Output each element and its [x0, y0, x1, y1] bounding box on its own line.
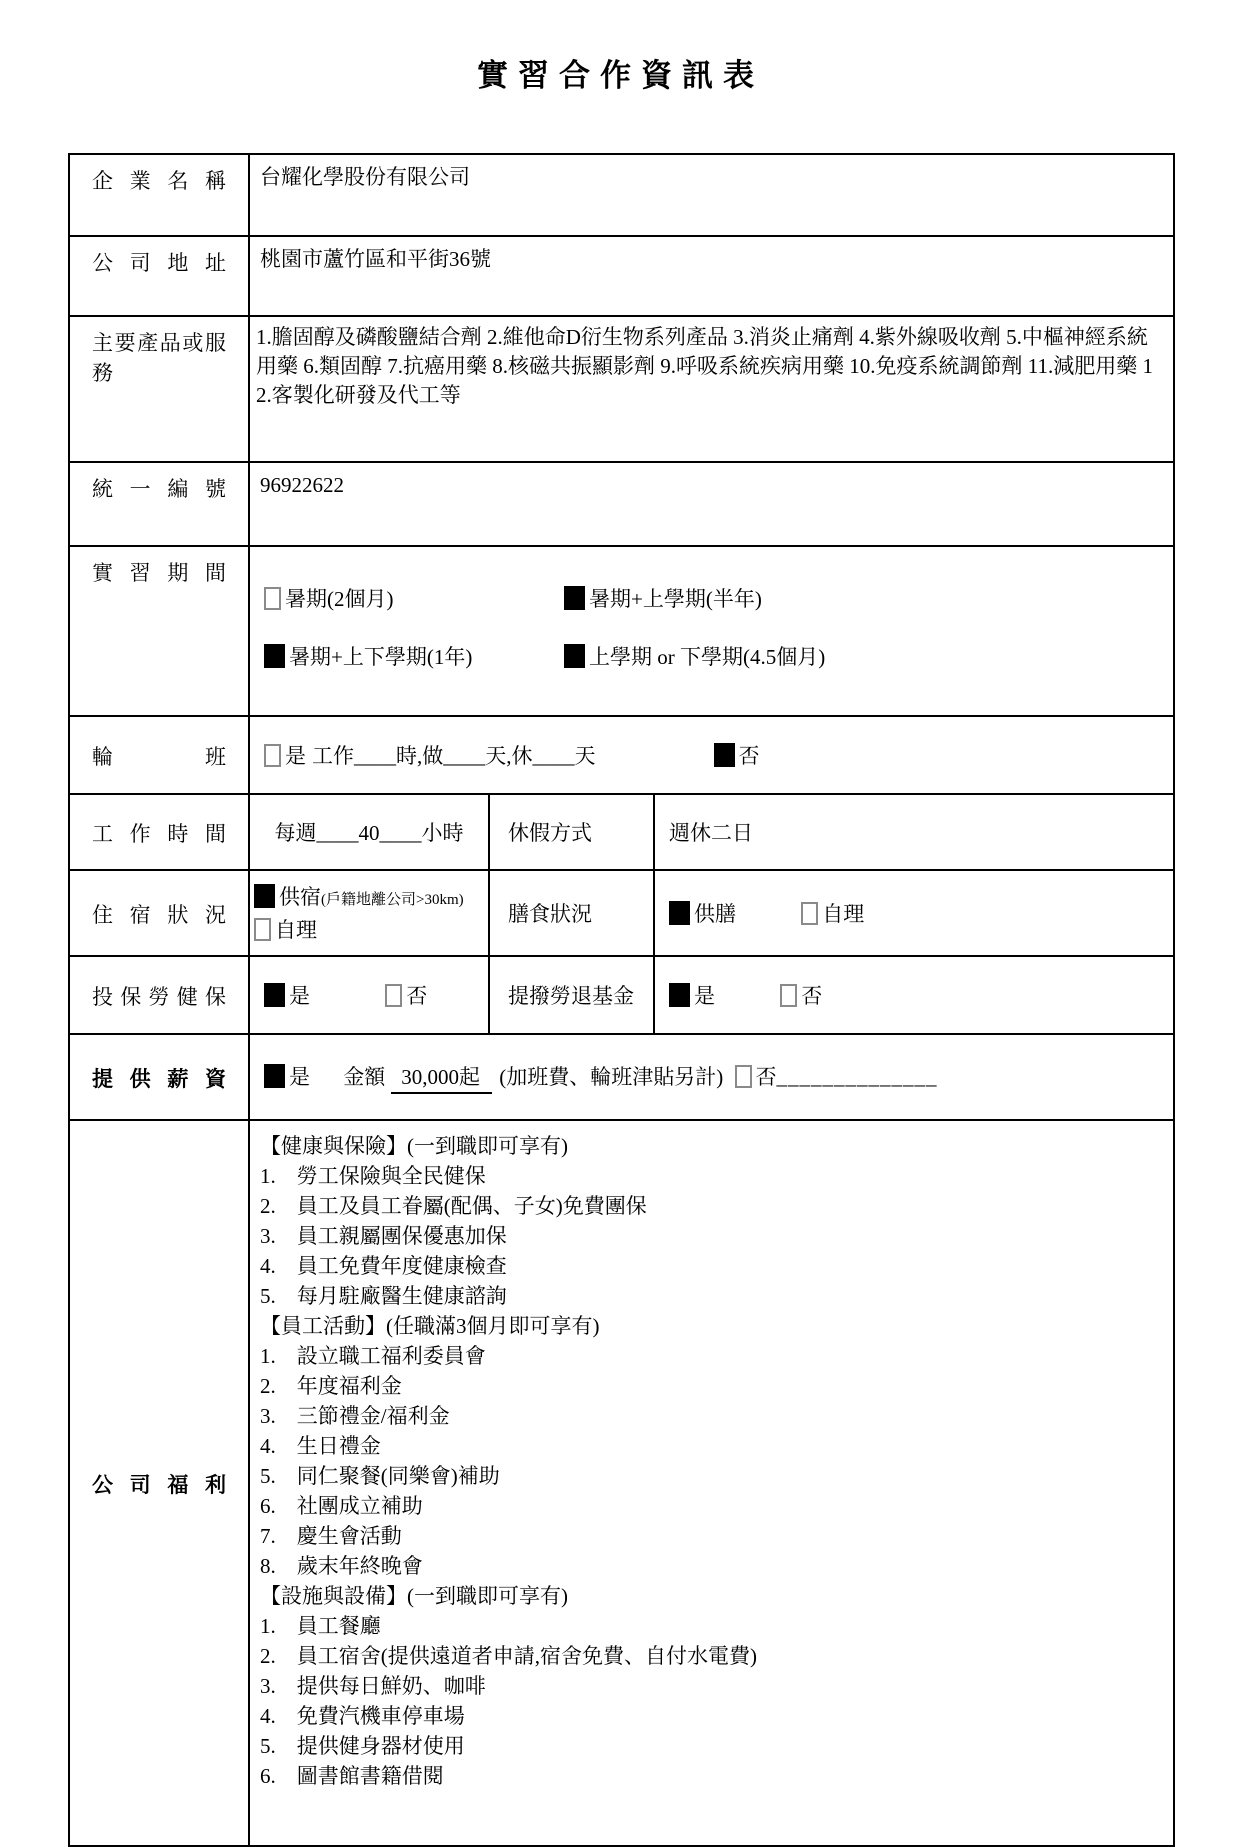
benefit-item: 1. 設立職工福利委員會 [260, 1344, 486, 1368]
benefit-item: 3. 提供每日鮮奶、咖啡 [260, 1674, 486, 1698]
benefit-item: 2. 員工宿舍(提供遠道者申請,宿舍免費、自付水電費) [260, 1644, 757, 1668]
benefits-label: 公司福利 [69, 1120, 249, 1846]
internship-info-table [68, 153, 1175, 1847]
benefit-item: 2. 員工及員工眷屬(配偶、子女)免費團保 [260, 1194, 647, 1218]
row-company-name [69, 154, 1174, 236]
internship-period-options [260, 555, 1163, 689]
internship-period-label: 實習期間 [69, 546, 249, 716]
company-address-label: 公司地址 [69, 236, 249, 316]
benefit-item: 2. 年度福利金 [260, 1374, 402, 1398]
shift-yes-checkbox[interactable] [264, 744, 281, 767]
housing-self-checkbox[interactable] [254, 918, 271, 941]
insurance-no-checkbox[interactable] [385, 984, 402, 1007]
company-name-label: 企業名稱 [69, 154, 249, 236]
benefit-item: 1. 勞工保險與全民健保 [260, 1164, 486, 1188]
salary-no-blank: ______________ [776, 1064, 938, 1089]
benefits-section-header: 【設施與設備】(一到職即可享有) [260, 1584, 568, 1608]
row-work-hours [69, 794, 1174, 870]
tax-id-label: 統一編號 [69, 462, 249, 546]
insurance-no-option: 否 [385, 984, 427, 1008]
vacation-type-value: 週休二日 [654, 794, 1174, 870]
pension-yes-option: 是 [669, 984, 715, 1008]
period-option-full-year-checkbox[interactable] [264, 644, 285, 668]
company-address-value: 桃園市蘆竹區和平街36號 [260, 247, 491, 271]
housing-provided-note: (戶籍地離公司>30km) [321, 891, 464, 908]
shift-options [260, 736, 1163, 774]
benefit-item: 8. 歲末年終晚會 [260, 1554, 423, 1578]
page-title: 實習合作資訊表 [477, 58, 764, 93]
row-shift [69, 716, 1174, 794]
benefits-section-header: 【員工活動】(任職滿3個月即可享有) [260, 1314, 600, 1338]
shift-no-checkbox[interactable] [714, 743, 735, 767]
period-option-summer-fall: 暑期+上學期(半年) [564, 583, 1163, 613]
benefit-item: 5. 同仁聚餐(同樂會)補助 [260, 1464, 500, 1488]
benefit-item: 3. 員工親屬團保優惠加保 [260, 1224, 507, 1248]
period-option-summer-checkbox[interactable] [264, 587, 281, 610]
row-main-products [69, 316, 1174, 462]
pension-label: 提撥勞退基金 [489, 956, 654, 1034]
period-option-summer-fall-checkbox[interactable] [564, 586, 585, 610]
row-tax-id [69, 462, 1174, 546]
salary-options [260, 1055, 1163, 1100]
insurance-yes-option: 是 [264, 984, 310, 1008]
meal-self-option: 自理 [801, 902, 864, 926]
benefit-item: 3. 三節禮金/福利金 [260, 1404, 450, 1428]
salary-amount-label: 金額 [343, 1064, 386, 1089]
pension-yes-checkbox[interactable] [669, 983, 690, 1007]
main-products-label: 主要產品或服務 [69, 316, 249, 462]
period-option-summer: 暑期(2個月) [264, 583, 564, 613]
housing-self-option: 自理 [254, 915, 484, 945]
benefit-item: 6. 社團成立補助 [260, 1494, 423, 1518]
work-hours-value: 每週____40____小時 [249, 794, 489, 870]
salary-amount-value: 30,000起 [391, 1061, 492, 1094]
housing-label: 住宿狀況 [69, 870, 249, 956]
benefit-item: 4. 免費汽機車停車場 [260, 1704, 465, 1728]
row-company-address [69, 236, 1174, 316]
pension-no-checkbox[interactable] [780, 984, 797, 1007]
period-option-semester: 上學期 or 下學期(4.5個月) [564, 641, 1163, 671]
row-housing [69, 870, 1174, 956]
benefit-item: 1. 員工餐廳 [260, 1614, 381, 1638]
housing-provided-checkbox[interactable] [254, 884, 275, 908]
salary-no-checkbox[interactable] [735, 1065, 752, 1088]
benefits-list [258, 1129, 1165, 1795]
shift-detail: 工作____時,做____天,休____天 [312, 744, 596, 768]
housing-provided-option: 供宿(戶籍地離公司>30km) [254, 882, 484, 915]
benefit-item: 4. 生日禮金 [260, 1434, 381, 1458]
shift-label: 輪班 [69, 716, 249, 794]
benefit-item: 5. 每月駐廠醫生健康諮詢 [260, 1284, 507, 1308]
row-insurance [69, 956, 1174, 1034]
insurance-yes-checkbox[interactable] [264, 983, 285, 1007]
salary-yes-checkbox[interactable] [264, 1064, 285, 1088]
insurance-label: 投保勞健保 [69, 956, 249, 1034]
benefit-item: 6. 圖書館書籍借閱 [260, 1764, 444, 1788]
salary-note: (加班費、輪班津貼另計) [499, 1064, 724, 1089]
meal-provided-option: 供膳 [669, 902, 736, 926]
vacation-type-label: 休假方式 [489, 794, 654, 870]
benefit-item: 5. 提供健身器材使用 [260, 1734, 465, 1758]
meal-provided-checkbox[interactable] [669, 901, 690, 925]
pension-no-option: 否 [780, 984, 822, 1008]
salary-no-option: 否 [735, 1065, 777, 1089]
row-benefits [69, 1120, 1174, 1846]
period-option-full-year: 暑期+上下學期(1年) [264, 641, 564, 671]
salary-label: 提供薪資 [69, 1034, 249, 1120]
salary-yes-option: 是 [264, 1065, 310, 1089]
shift-no-option: 否 [714, 744, 760, 768]
shift-yes-option: 是 [264, 744, 306, 768]
meal-self-checkbox[interactable] [801, 902, 818, 925]
company-name-value: 台耀化學股份有限公司 [260, 165, 470, 189]
row-internship-period [69, 546, 1174, 716]
period-option-semester-checkbox[interactable] [564, 644, 585, 668]
benefits-section-header: 【健康與保險】(一到職即可享有) [260, 1134, 568, 1158]
tax-id-value: 96922622 [260, 473, 344, 497]
row-salary [69, 1034, 1174, 1120]
work-hours-label: 工作時間 [69, 794, 249, 870]
benefit-item: 7. 慶生會活動 [260, 1524, 402, 1548]
main-products-value: 1.膽固醇及磷酸鹽結合劑 2.維他命D衍生物系列產品 3.消炎止痛劑 4.紫外線吸收劑 5.中樞神經系統用藥 6.類固醇 7.抗癌用藥 8.核磁共振顯影劑 9.呼吸系統疾病用藥 10.免疫系統調節劑 11.減肥用藥 12.客製化研發及代工等 [256, 325, 1153, 407]
benefit-item: 4. 員工免費年度健康檢查 [260, 1254, 507, 1278]
meal-label: 膳食狀況 [489, 870, 654, 956]
